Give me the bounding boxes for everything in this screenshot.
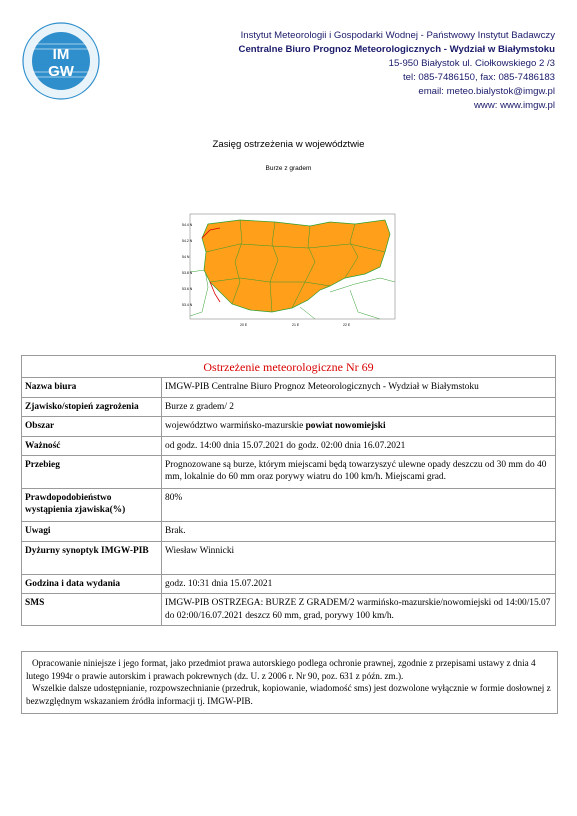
imgw-logo	[22, 22, 100, 100]
lat-label-1: 54.4 N	[182, 223, 193, 227]
area-county: powiat nowomiejski	[305, 421, 386, 432]
row-label: Godzina i data wydania	[22, 575, 162, 594]
logo-text-bottom: GW	[48, 63, 74, 80]
row-label: Obszar	[22, 417, 162, 436]
logo-text-top: IM	[52, 46, 70, 63]
row-label: SMS	[22, 594, 162, 626]
copyright-paragraph-1: Opracowanie niniejsze i jego format, jako przedmiot prawa autorskiego podlega ochronie prawnej, zgodnie z przepisami ustawy z dnia 4 lutego 1994r o prawie autorskim i prawach pokrewnych (dz. U. z 2006 r. Nr 90, poz. 631 z późn. zm.).	[26, 658, 536, 681]
row-value: godz. 10:31 dnia 15.07.2021	[162, 575, 556, 594]
warning-map	[180, 212, 400, 330]
lat-label-5: 53.6 N	[182, 287, 193, 291]
copyright-notice	[21, 651, 558, 714]
row-label: Dyżurny synoptyk IMGW-PIB	[22, 542, 162, 575]
table-row	[22, 542, 556, 575]
table-row	[22, 456, 556, 489]
lat-label-6: 53.4 N	[182, 303, 193, 307]
row-label: Prawdopodobieństwo wystąpienia zjawiska(%)	[22, 489, 162, 522]
row-value: Wiesław Winnicki	[162, 542, 556, 575]
lat-label-2: 54.2 N	[182, 239, 193, 243]
lon-label-3: 22 E	[343, 323, 351, 327]
row-value: 80%	[162, 489, 556, 522]
row-value-area	[162, 417, 556, 436]
row-value: IMGW-PIB OSTRZEGA: BURZE Z GRADEM/2 warmińsko-mazurskie/nowomiejski od 14:00/15.07 do 02:00/16.07.2021 deszcz 60 mm, grad, porywy 100 km/h.	[162, 594, 556, 626]
row-value: Burze z gradem/ 2	[162, 397, 556, 416]
map-subtitle: Burze z gradem	[265, 165, 312, 172]
table-row	[22, 417, 556, 436]
area-region: województwo warmińsko-mazurskie	[165, 421, 304, 432]
website: www: www.imgw.pl	[473, 100, 555, 111]
institute-header	[239, 29, 555, 113]
row-label: Zjawisko/stopień zagrożenia	[22, 397, 162, 416]
row-value: IMGW-PIB Centralne Biuro Prognoz Meteorologicznych - Wydział w Białymstoku	[162, 378, 556, 397]
phone-fax: tel: 085-7486150, fax: 085-7486183	[402, 72, 555, 83]
office-name: Centralne Biuro Prognoz Meteorologicznych - Wydział w Białymstoku	[238, 44, 555, 55]
table-row	[22, 436, 556, 455]
copyright-paragraph-2: Wszelkie dalsze udostępnianie, rozpowszechnianie (przedruk, kopiowanie, wiadomość sms) jest dozwolone wyłącznie w formie dosłownej z bezwzględnym wskazaniem źródła informacji tj. IMGW-PIB.	[26, 683, 551, 706]
warning-table	[21, 355, 556, 626]
table-row	[22, 378, 556, 397]
row-value: Prognozowane są burze, którym miejscami będą towarzyszyć ulewne opady deszczu od 30 mm do 40 mm, lokalnie do 60 mm oraz porywy wiatru do 100 km/h. Miejscami grad.	[162, 456, 556, 489]
lon-label-1: 20 E	[240, 323, 248, 327]
table-row	[22, 594, 556, 626]
table-row	[22, 397, 556, 416]
row-value: od godz. 14:00 dnia 15.07.2021 do godz. 02:00 dnia 16.07.2021	[162, 436, 556, 455]
lon-label-2: 21 E	[292, 323, 300, 327]
email: email: meteo.bialystok@imgw.pl	[418, 86, 555, 97]
row-value: Brak.	[162, 522, 556, 542]
row-label: Nazwa biura	[22, 378, 162, 397]
row-label: Ważność	[22, 436, 162, 455]
table-row	[22, 522, 556, 542]
row-label: Uwagi	[22, 522, 162, 542]
address: 15-950 Białystok ul. Ciołkowskiego 2 /3	[388, 58, 555, 69]
warning-caption: Ostrzeżenie meteorologiczne Nr 69	[22, 356, 556, 378]
table-row	[22, 575, 556, 594]
institute-name: Instytut Meteorologii i Gospodarki Wodnej - Państwowy Instytut Badawczy	[240, 30, 555, 41]
lat-label-4: 53.8 N	[182, 271, 193, 275]
lat-label-3: 54 N	[182, 255, 190, 259]
map-title: Zasięg ostrzeżenia w województwie	[212, 139, 365, 150]
row-label: Przebieg	[22, 456, 162, 489]
table-row	[22, 489, 556, 522]
